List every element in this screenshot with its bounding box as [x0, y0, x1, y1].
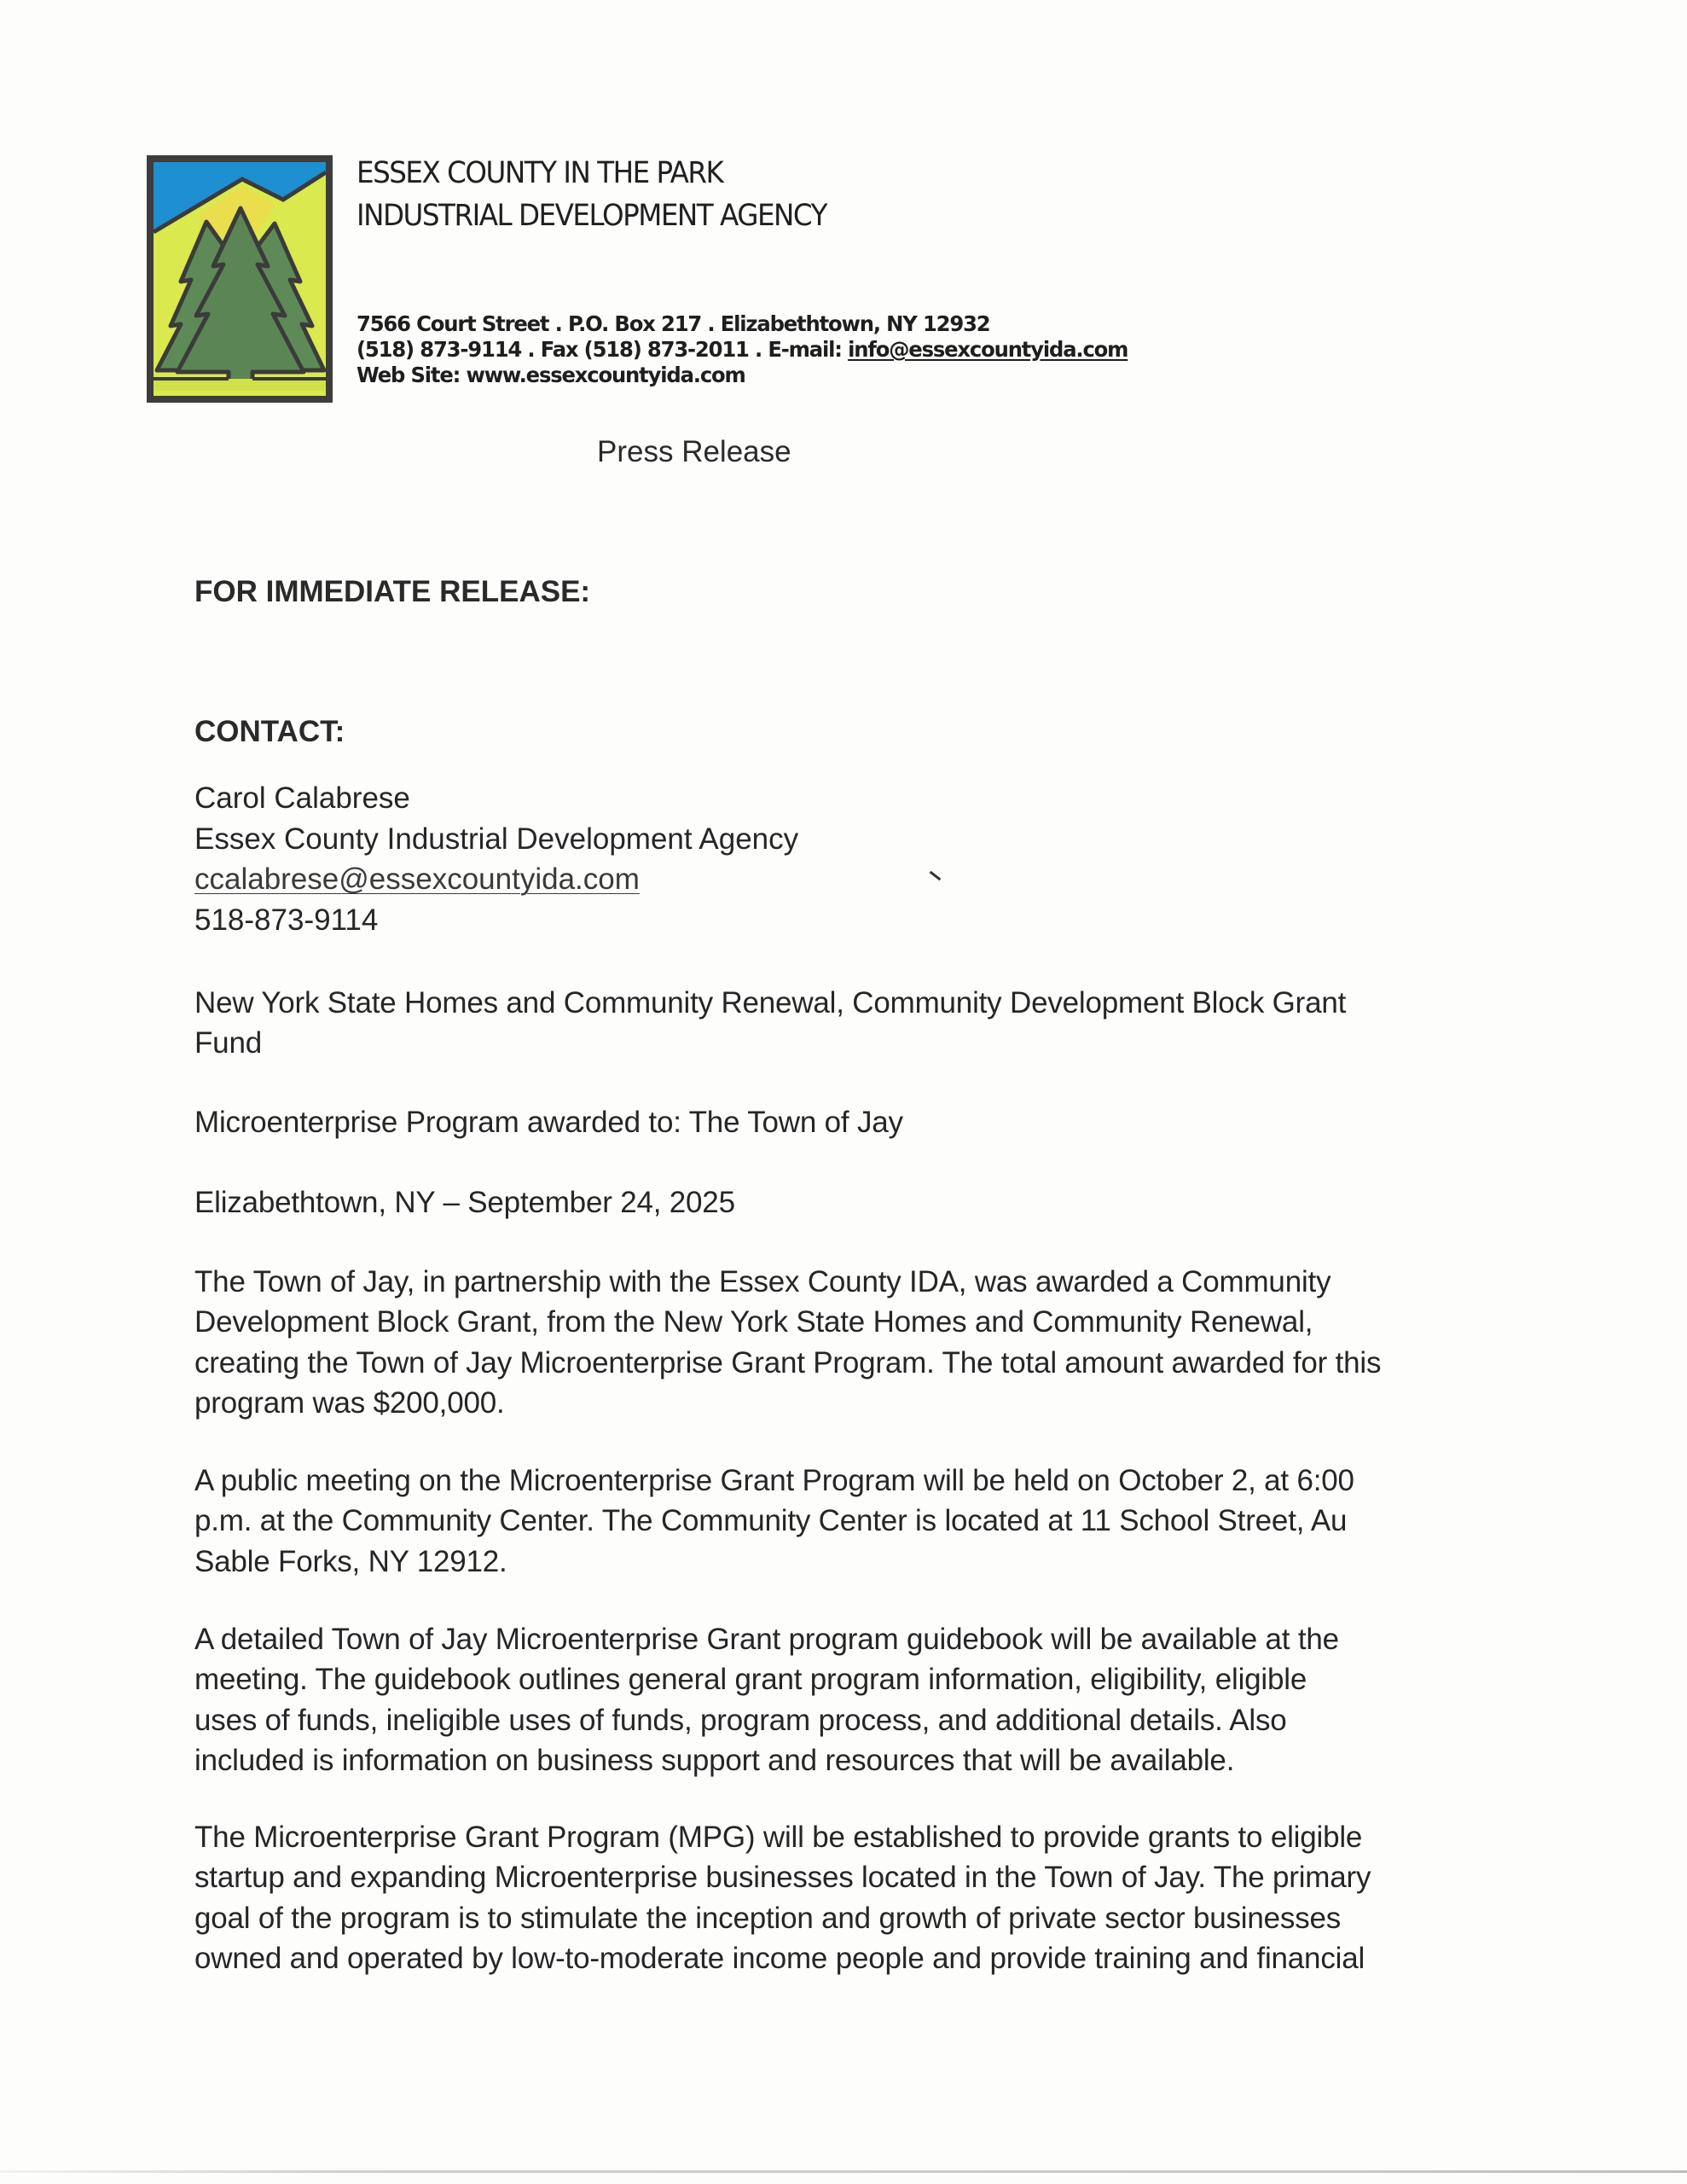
scan-artifact-mark	[930, 871, 942, 881]
organization-name	[357, 152, 826, 237]
contact-phone: 518-873-9114	[194, 903, 379, 937]
contact-name: Carol Calabrese	[194, 781, 410, 815]
paragraph-line: Sable Forks, NY 12912.	[194, 1544, 507, 1578]
paragraph-line: A detailed Town of Jay Microenterprise Grant program guidebook will be available at the	[194, 1623, 1339, 1656]
org-name-line-1: ESSEX COUNTY IN THE PARK	[357, 156, 723, 190]
program-title-line: Fund	[194, 1026, 262, 1060]
dateline: Elizabethtown, NY – September 24, 2025	[194, 1186, 735, 1219]
org-name-line-2: INDUSTRIAL DEVELOPMENT AGENCY	[357, 199, 826, 233]
release-label: FOR IMMEDIATE RELEASE:	[194, 575, 591, 608]
contact-label: CONTACT:	[194, 715, 345, 748]
body-paragraph-award	[194, 1262, 1381, 1423]
phone-fax-text: (518) 873-9114 . Fax (518) 873-2011 . E-mail:	[357, 337, 849, 362]
paragraph-line: goal of the program is to stimulate the inception and growth of private sector businesses	[194, 1901, 1342, 1935]
paragraph-line: A public meeting on the Microenterprise Grant Program will be held on October 2, at 6:00	[194, 1464, 1354, 1497]
essex-county-ida-logo-icon	[147, 155, 333, 403]
paragraph-line: included is information on business support and resources that will be available.	[194, 1743, 1235, 1777]
paragraph-line: creating the Town of Jay Microenterprise Grant Program. The total amount awarded for this	[194, 1345, 1382, 1380]
document-type-heading: Press Release	[597, 435, 791, 468]
contact-organization: Essex County Industrial Development Agency	[194, 822, 799, 856]
letterhead-address	[357, 311, 1128, 388]
paragraph-line: uses of funds, ineligible uses of funds, program process, and additional details. Also	[194, 1703, 1287, 1737]
letterhead-email-link[interactable]: info@essexcountyida.com	[848, 337, 1128, 362]
body-paragraph-guidebook	[194, 1619, 1339, 1780]
program-title	[194, 983, 1346, 1064]
paragraph-line: p.m. at the Community Center. The Community Center is located at 11 School Street, Au	[194, 1504, 1348, 1538]
paragraph-line: program was $200,000.	[194, 1385, 505, 1420]
program-title-line: New York State Homes and Community Renewal, Community Development Block Grant	[194, 986, 1347, 1019]
paragraph-line: Development Block Grant, from the New York State Homes and Community Renewal,	[194, 1305, 1313, 1339]
website-line: Web Site: www.essexcountyida.com	[357, 363, 745, 387]
paragraph-line: The Microenterprise Grant Program (MPG) will be established to provide grants to eligible	[194, 1821, 1363, 1854]
body-paragraph-meeting	[194, 1461, 1354, 1582]
paragraph-line: The Town of Jay, in partnership with the Essex County IDA, was awarded a Community	[194, 1265, 1331, 1298]
contact-email-link[interactable]: ccalabrese@essexcountyida.com	[194, 863, 640, 896]
paragraph-line: startup and expanding Microenterprise businesses located in the Town of Jay. The primary	[194, 1861, 1371, 1895]
scan-edge-line	[0, 2170, 1687, 2173]
paragraph-line: meeting. The guidebook outlines general grant program information, eligibility, eligible	[194, 1663, 1307, 1697]
award-line: Microenterprise Program awarded to: The Town of Jay	[194, 1106, 903, 1139]
contact-block	[194, 778, 798, 940]
paragraph-line: owned and operated by low-to-moderate income people and provide training and financial	[194, 1941, 1365, 1975]
phone-fax-email-line	[357, 337, 1128, 363]
body-paragraph-program-goal	[194, 1817, 1371, 1978]
street-address: 7566 Court Street . P.O. Box 217 . Elizabethtown, NY 12932	[357, 311, 990, 336]
